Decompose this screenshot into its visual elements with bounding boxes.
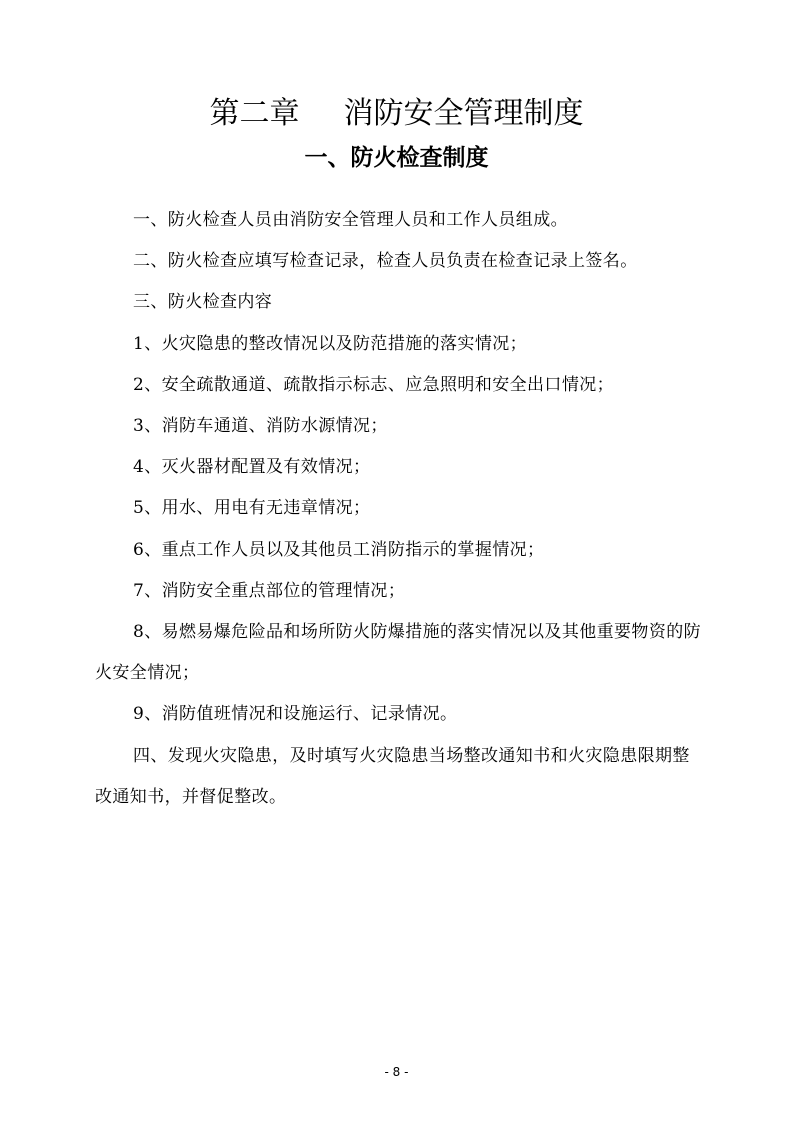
list-item-1: 1、火灾隐患的整改情况以及防范措施的落实情况；: [133, 333, 528, 354]
paragraph-3: 三、防火检查内容: [133, 292, 273, 313]
section-title: 一、防火检查制度: [304, 144, 489, 171]
list-item-4: 4、灭火器材配置及有效情况；: [133, 457, 371, 478]
list-item-8: 8、易燃易爆危险品和场所防火防爆措施的落实情况以及其他重要物资的防火安全情况；: [95, 622, 702, 684]
list-item-9: 9、消防值班情况和设施运行、记录情况。: [133, 704, 458, 725]
document-body: [95, 200, 705, 818]
chapter-title: [0, 92, 793, 136]
chapter-name: 消防安全管理制度: [343, 96, 584, 131]
list-item-6: 6、重点工作人员以及其他员工消防指示的掌握情况；: [133, 539, 545, 560]
list-item-5: 5、用水、用电有无违章情况；: [133, 498, 371, 519]
chapter-number: 第二章: [209, 96, 300, 131]
page-number: - 8 -: [384, 1065, 409, 1079]
paragraph-1: 一、防火检查人员由消防安全管理人员和工作人员组成。: [133, 210, 568, 230]
list-item-3: 3、消防车通道、消防水源情况；: [133, 416, 388, 437]
list-item-7: 7、消防安全重点部位的管理情况；: [133, 580, 406, 601]
paragraph-4: 四、发现火灾隐患，及时填写火灾隐患当场整改通知书和火灾隐患限期整改通知书，并督促整改。: [95, 745, 690, 807]
list-item-2: 2、安全疏散通道、疏散指示标志、应急照明和安全出口情况；: [133, 374, 615, 395]
paragraph-2: 二、防火检查应填写检查记录，检查人员负责在检查记录上签名。: [133, 251, 638, 272]
